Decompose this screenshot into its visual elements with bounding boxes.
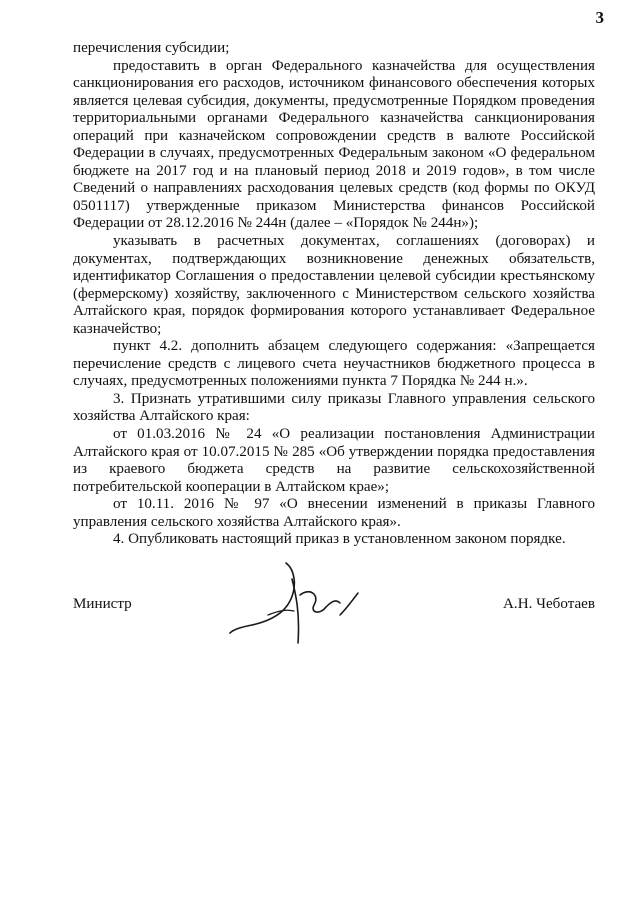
paragraph-subsidy-transfer: перечисления субсидии;	[73, 40, 230, 56]
paragraph-publish: 4. Опубликовать настоящий приказ в установленном законом порядке.	[113, 531, 566, 548]
paragraph-order-97: от 10.11. 2016 № 97 «О внесении изменений в приказы Главного управления сельского хозяйства Алтайского края».	[73, 496, 595, 530]
paragraph-treasury-documents: предоставить в орган Федерального казначейства для осуществления санкционирования его расходов, источником финансового обеспечения которых является целевая субсидия, документы, предусмотренные Порядком проведения территориальными органами Федерального казначейства санкционирования операций при казначейском сопровождении средств в валюте Российской Федерации в случаях, предусмотренных Федеральным законом «О федеральном бюджете на 2017 год и на плановый период 2018 и 2019 годов», в том числе Сведений о направлениях расходования целевых средств (код формы по ОКУД 0501117) утвержденные приказом Министерства финансов Российской Федерации от 28.12.2016 № 244н (далее – «Порядок № 244н»);	[73, 57, 595, 232]
paragraph-repeal-orders: 3. Признать утратившими силу приказы Главного управления сельского хозяйства Алтайского края:	[73, 390, 595, 425]
page-number: 3	[595, 8, 604, 27]
paragraph-order-24: от 01.03.2016 № 24 «О реализации постановления Администрации Алтайского края от 10.07.2015 № 285 «Об утверждении порядка предоставления из краевого бюджета средств на развитие сельскохозяйственной потребительской кооперации в Алтайском крае»;	[73, 426, 595, 495]
paragraph-clause-4-2: пункт 4.2. дополнить абзацем следующего содержания: «Запрещается перечисление средств с лицевого счета неучастников бюджетного процесса в случаях, предусмотренных положениями пункта 7 Порядка № 244 н.».	[73, 338, 595, 390]
signer-position: Министр	[73, 596, 132, 612]
handwritten-signature	[228, 555, 368, 645]
signer-name: А.Н. Чеботаев	[503, 596, 595, 612]
paragraph-payment-identifier: указывать в расчетных документах, соглашениях (договорах) и документах, подтверждающих возникновение денежных обязательств, идентификатор Соглашения о предоставлении целевой субсидии крестьянскому (фермерскому) хозяйству, заключенного с Министерством сельского хозяйства Алтайского края, порядок формирования которого устанавливает Федеральное казначейство;	[73, 233, 595, 337]
document-body	[73, 40, 595, 549]
